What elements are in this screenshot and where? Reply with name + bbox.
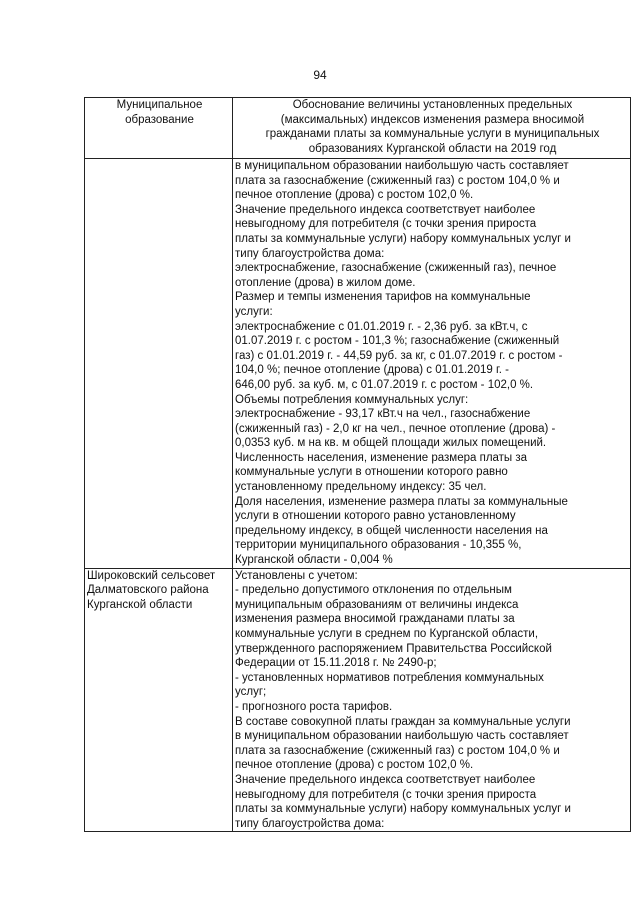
municipality-cell: [85, 159, 233, 569]
text-line: Объемы потребления коммунальных услуг:: [235, 393, 469, 406]
text-line: отопление (дрова) в жилом доме.: [235, 276, 416, 289]
text-line: услуги:: [235, 305, 273, 318]
text-line: электроснабжение, газоснабжение (сжиженный газ), печное: [235, 262, 557, 275]
municipality-column-header: [85, 98, 233, 159]
table-header-row: [85, 98, 631, 159]
text-line: Численность населения, изменение размера платы за: [235, 451, 528, 464]
text-line: газ) с 01.01.2019 г. - 44,59 руб. за кг, с 01.07.2019 г. с ростом -: [235, 349, 563, 362]
municipality-cell: [85, 568, 233, 832]
header-line: Муниципальное: [116, 99, 203, 111]
text-line: коммунальные услуги в среднем по Курганской области,: [235, 628, 539, 640]
text-line: Установлены с учетом:: [235, 569, 358, 582]
text-line: электроснабжение с 01.01.2019 г. - 2,36 руб. за кВт.ч, с: [235, 320, 528, 333]
text-line: типу благоустройства дома:: [235, 817, 385, 830]
text-line: 01.07.2019 г. с ростом - 101,3 %; газоснабжение (сжиженный: [235, 335, 560, 348]
municipality-name-line: Курганской области: [87, 598, 193, 611]
text-line: изменения размера вносимой гражданами платы за: [235, 613, 515, 626]
text-line: установленному предельному индексу: 35 чел.: [235, 481, 487, 494]
text-line: плата за газоснабжение (сжиженный газ) с ростом 104,0 % и: [235, 174, 560, 187]
text-line: Курганской области - 0,004 %: [235, 554, 393, 567]
text-line: платы за коммунальные услуги) набору коммунальных услуг и: [235, 232, 571, 245]
text-line: В составе совокупной платы граждан за коммунальные услуги: [235, 715, 571, 728]
justification-cell: [233, 568, 631, 832]
justification-cell: [233, 159, 631, 569]
header-line: Обоснование величины установленных предельных: [292, 99, 573, 111]
text-line: Размер и темпы изменения тарифов на коммунальные: [235, 291, 531, 304]
text-line: невыгодному для потребителя (с точки зрения прироста: [235, 218, 537, 231]
text-line: - установленных нормативов потребления коммунальных: [235, 671, 544, 684]
text-line: электроснабжение - 93,17 кВт.ч на чел., газоснабжение: [235, 408, 531, 421]
text-line: печное отопление (дрова) с ростом 102,0 %.: [235, 189, 474, 202]
text-line: платы за коммунальные услуги) набору коммунальных услуг и: [235, 803, 571, 816]
text-line: Доля населения, изменение размера платы за коммунальные: [235, 495, 568, 508]
page-number: 94: [313, 68, 327, 82]
text-line: невыгодному для потребителя (с точки зрения прироста: [235, 788, 537, 801]
municipality-name-line: Широковский сельсовет: [87, 569, 216, 582]
tariff-justification-table: [84, 97, 631, 832]
text-line: печное отопление (дрова) с ростом 102,0 %.: [235, 759, 474, 772]
header-line: образование: [125, 113, 194, 126]
text-line: утвержденного распоряжением Правительства Российской: [235, 642, 552, 655]
text-line: плата за газоснабжение (сжиженный газ) с ростом 104,0 % и: [235, 744, 560, 757]
municipality-name-line: Далматовского района: [87, 584, 209, 597]
table-row: [85, 568, 631, 832]
text-line: услуги в отношении которого равно установленному: [235, 510, 516, 523]
text-line: в муниципальном образовании наибольшую часть составляет: [235, 160, 569, 172]
text-line: 104,0 %; печное отопление (дрова) с 01.01.2019 г. -: [235, 364, 509, 377]
justification-column-header: [233, 98, 631, 159]
text-line: - предельно допустимого отклонения по отдельным: [235, 584, 512, 597]
text-line: муниципальным образованиям от величины индекса: [235, 598, 519, 611]
header-line: образованиях Курганской области на 2019 год: [308, 142, 557, 155]
text-line: 646,00 руб. за куб. м, с 01.07.2019 г. с ростом - 102,0 %.: [235, 378, 534, 391]
header-line: (максимальных) индексов изменения размера вносимой: [280, 113, 585, 126]
text-line: Федерации от 15.11.2018 г. № 2490-р;: [235, 657, 437, 670]
header-line: гражданами платы за коммунальные услуги в муниципальных: [265, 128, 600, 141]
text-line: типу благоустройства дома:: [235, 247, 385, 260]
text-line: 0,0353 куб. м на кв. м общей площади жилых помещений.: [235, 437, 547, 450]
text-line: в муниципальном образовании наибольшую часть составляет: [235, 730, 569, 743]
text-line: Значение предельного индекса соответствует наиболее: [235, 773, 536, 786]
table-row: [85, 159, 631, 569]
text-line: территории муниципального образования - 10,355 %,: [235, 539, 522, 552]
text-line: коммунальные услуги в отношении которого равно: [235, 466, 508, 479]
text-line: предельному индексу, в общей численности населения на: [235, 524, 548, 537]
text-line: - прогнозного роста тарифов.: [235, 700, 393, 713]
text-line: Значение предельного индекса соответствует наиболее: [235, 203, 536, 216]
text-line: услуг;: [235, 686, 267, 699]
text-line: (сжиженный газ) - 2,0 кг на чел., печное отопление (дрова) -: [235, 422, 556, 435]
